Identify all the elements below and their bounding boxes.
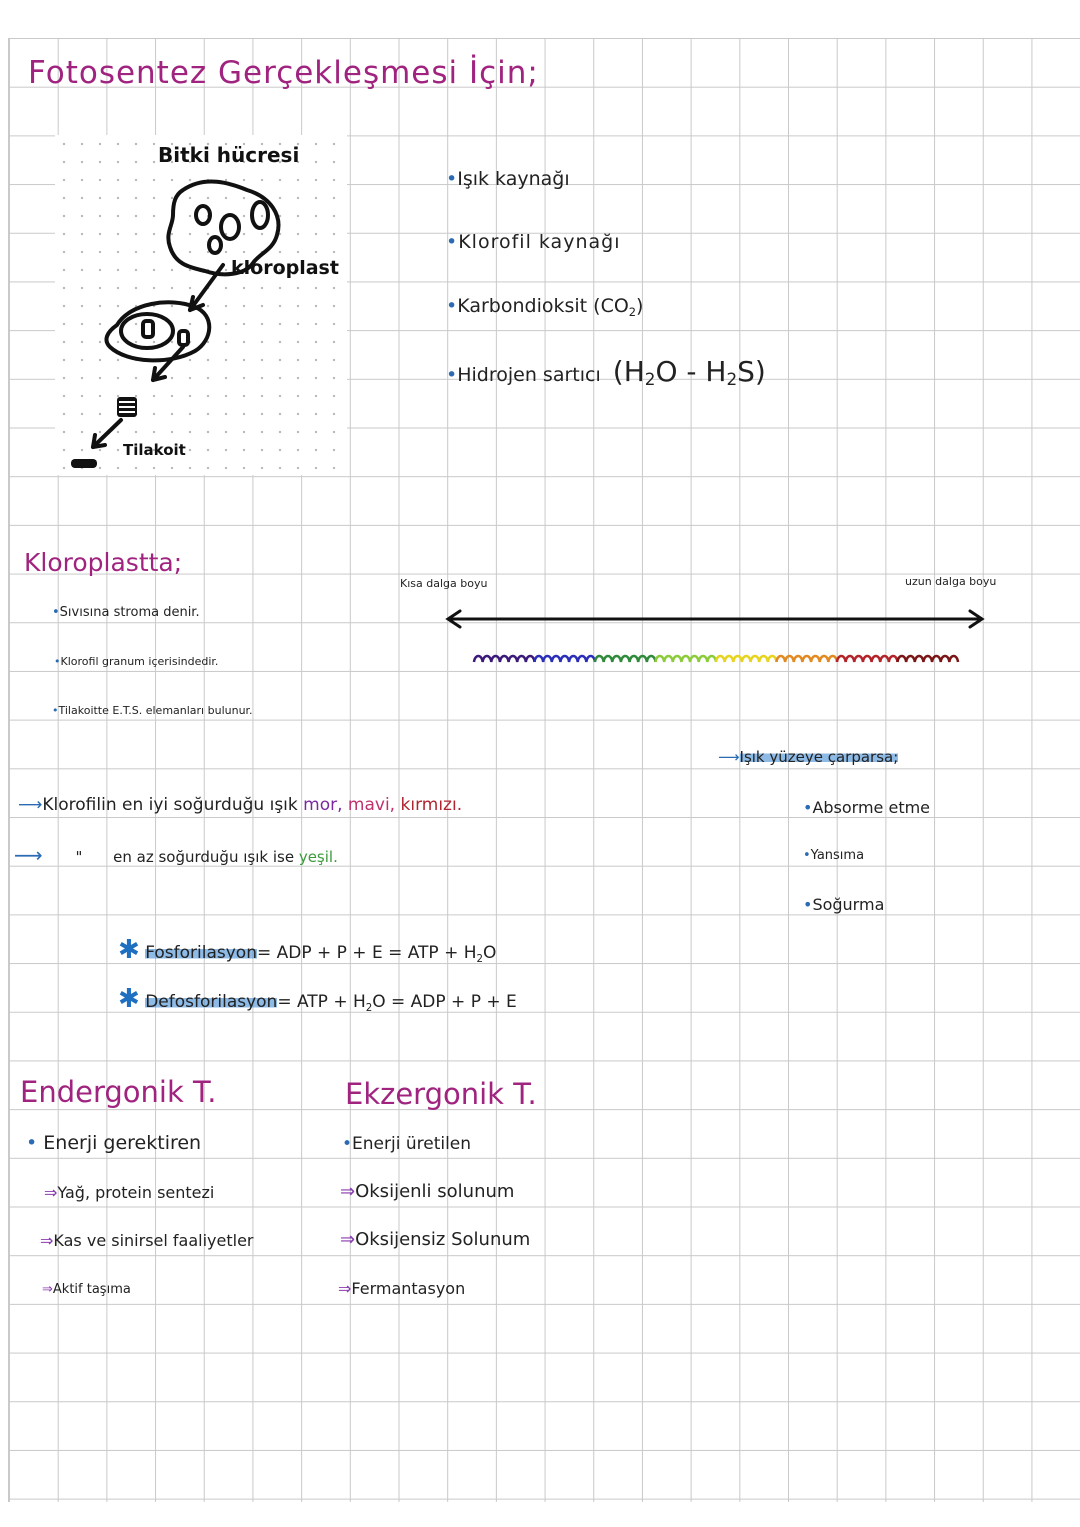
endergonik-item: ⇒Aktif taşıma <box>42 1282 131 1297</box>
light-hit-item: •Absorme etme <box>803 798 931 817</box>
arrow-icon: ⟶ <box>718 748 740 766</box>
cell-organelle-3 <box>252 202 268 228</box>
double-arrow-icon <box>448 611 982 627</box>
requirement-item: •Karbondioksit $(CO_2)$ <box>446 295 644 319</box>
spectrum-wave-segment <box>898 656 959 662</box>
asterisk-icon: ✱ <box>118 935 140 965</box>
chloroplast-label: kloroplast <box>231 257 339 279</box>
double-arrow-icon: ⇒ <box>338 1279 352 1298</box>
cell-organelle-4 <box>209 237 221 253</box>
requirement-item: •Hidrojen sartıcı $(H_2O - H_2S)$ <box>446 355 766 389</box>
double-arrow-icon: ⇒ <box>40 1231 54 1250</box>
spectrum-wave-segment <box>837 656 898 662</box>
spectrum-wave-segment <box>777 656 838 662</box>
absorption-least: ⟶ " en az soğurduğu ışık ise yeşil. <box>14 843 338 867</box>
ekzergonik-item: ⇒Oksijenli solunum <box>340 1181 515 1202</box>
bullet-icon: • <box>446 168 458 190</box>
absorption-best: ⟶Klorofilin en iyi soğurduğu ışık mor, mavi, kırmızı. <box>18 795 463 815</box>
asterisk-icon: ✱ <box>118 984 140 1014</box>
granum-2 <box>179 331 188 345</box>
light-hit-heading: ⟶Işık yüzeye çarparsa; <box>718 748 899 766</box>
long-wave-label: uzun dalga boyu <box>905 575 997 588</box>
defosforilasyon-equation: ✱ Defosforilasyon= ATP + $H_2O$ = ADP + P + E <box>118 984 517 1014</box>
arrow-to-thylakoid <box>93 420 121 447</box>
bullet-icon: • <box>446 364 458 386</box>
ekzergonik-item: ⇒Fermantasyon <box>338 1279 466 1298</box>
light-hit-item: •Yansıma <box>803 848 865 863</box>
kloroplast-item: •Tilakoitte E.T.S. elemanları bulunur. <box>52 704 253 717</box>
fosforilasyon-equation: ✱ Fosforilasyon= ADP + P + E = ATP + $H_2O$ <box>118 935 497 965</box>
bullet-icon: • <box>446 231 459 253</box>
light-hit-item: •Soğurma <box>803 895 885 914</box>
endergonik-heading: Endergonik T. <box>20 1075 217 1109</box>
thylakoid-disk <box>71 459 97 468</box>
page-title: Fotosentez Gerçekleşmesi İçin; <box>28 55 539 91</box>
kloroplast-item: •Klorofil granum içerisindedir. <box>54 655 219 668</box>
wavelength-spectrum <box>440 604 990 684</box>
endergonik-item: ⇒Yağ, protein sentezi <box>44 1183 215 1202</box>
double-arrow-icon: ⇒ <box>340 1229 356 1250</box>
double-arrow-icon: ⇒ <box>42 1282 53 1297</box>
endergonik-item: ⇒Kas ve sinirsel faaliyetler <box>40 1231 254 1250</box>
double-arrow-icon: ⇒ <box>340 1181 356 1202</box>
spectrum-wave-segment <box>656 656 717 662</box>
granum-1 <box>143 321 153 337</box>
thylakoid-label: Tilakoit <box>123 441 186 459</box>
cell-organelle-1 <box>196 206 210 224</box>
short-wave-label: Kısa dalga boyu <box>400 577 488 590</box>
ekzergonik-heading: Ekzergonik T. <box>345 1077 537 1111</box>
arrow-icon: ⟶ <box>14 843 43 867</box>
requirement-item: •Klorofil kaynağı <box>446 231 621 253</box>
endergonik-lead: • Enerji gerektiren <box>26 1132 202 1154</box>
spectrum-wave-segment <box>595 656 656 662</box>
hydrogen-formula: $(H_2O - H_2S)$ <box>612 355 766 389</box>
requirement-item: •Işık kaynağı <box>446 168 570 190</box>
kloroplast-item: •Sıvısına stroma denir. <box>52 605 200 620</box>
spectrum-wave-segment <box>474 656 535 662</box>
ekzergonik-item: ⇒Oksijensiz Solunum <box>340 1229 531 1250</box>
ekzergonik-lead: •Enerji üretilen <box>342 1134 472 1154</box>
arrow-icon: ⟶ <box>18 795 43 815</box>
spectrum-wave-segment <box>535 656 596 662</box>
cell-label: Bitki hücresi <box>158 143 300 167</box>
plant-cell-sketch <box>55 135 347 475</box>
bullet-icon: • <box>446 295 458 317</box>
spectrum-wave-segment <box>716 656 777 662</box>
double-arrow-icon: ⇒ <box>44 1183 58 1202</box>
plant-cell-diagram <box>55 135 347 475</box>
arrow-to-granum <box>153 347 183 380</box>
section-heading-kloroplast: Kloroplastta; <box>24 548 183 577</box>
cell-organelle-2 <box>221 215 239 239</box>
spectrum-wave <box>474 656 958 662</box>
